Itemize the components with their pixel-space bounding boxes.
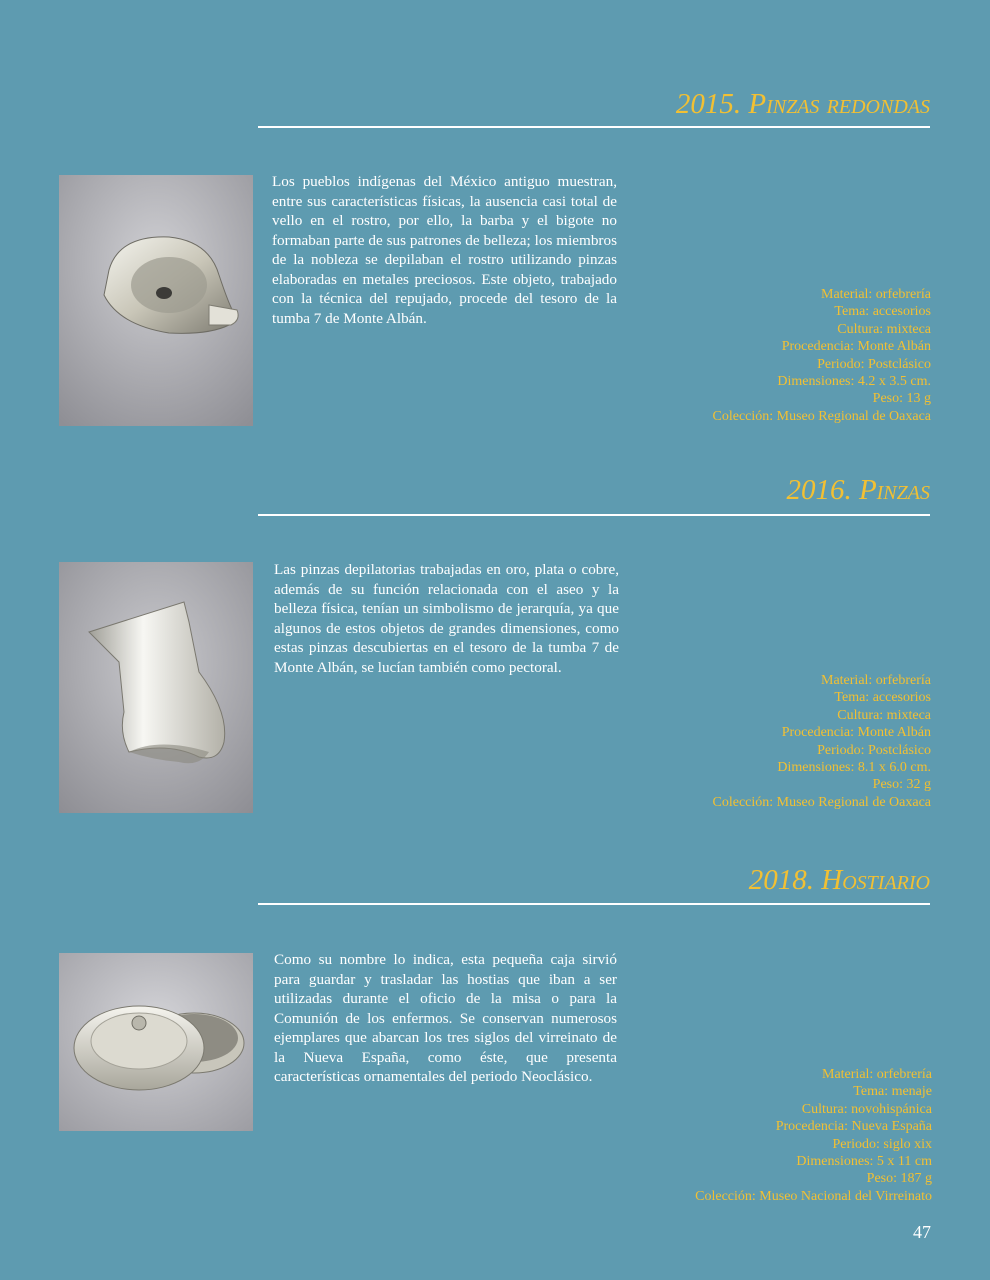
title-rule — [258, 514, 930, 516]
entry-title-text: Pinzas redondas — [748, 88, 930, 120]
title-rule — [258, 903, 930, 905]
entry-description: Las pinzas depilatorias trabajadas en oro, plata o cobre, además de su función relacionada con el aseo y la belleza física, tenían un simbolismo de jerarquía, ya que algunos de estos objetos de grandes dimensiones, como estas pinzas descubiertas en el tesoro de la tumba 7 de Monte Albán, se lucían también como pectoral. — [274, 561, 619, 676]
photo-pinzas-redondas — [59, 175, 253, 426]
entry-description: Los pueblos indígenas del México antiguo muestran, entre sus características físicas, la ausencia casi total de vello en el rostro, por ello, la barba y el bigote no formaban parte de sus patrones de belleza; los miembros de la nobleza se depilaban el rostro utilizando pinzas elaboradas en metales preciosos. Este objeto, trabajado con la técnica del repujado, procede del tesoro de la tumba 7 de Monte Albán. — [272, 173, 617, 327]
entry-title — [676, 88, 930, 121]
spec-dimensiones: Dimensiones: 5 x 11 cm — [796, 1154, 932, 1170]
page-number: 47 — [913, 1222, 931, 1242]
spec-coleccion: Colección: Museo Regional de Oaxaca — [712, 794, 931, 810]
spec-dimensiones: Dimensiones: 8.1 x 6.0 cm. — [777, 760, 931, 776]
spec-periodo: Periodo: Postclásico — [817, 356, 931, 372]
spec-cultura: Cultura: novohispánica — [801, 1101, 932, 1117]
photo-hostiario — [59, 953, 253, 1131]
entry-number: 2018. — [748, 864, 815, 896]
spec-peso: Peso: 32 g — [872, 777, 931, 793]
spec-cultura: Cultura: mixteca — [837, 321, 931, 337]
entry-specs — [695, 1066, 932, 1205]
spec-material: Material: orfebrería — [821, 673, 931, 688]
spec-peso: Peso: 13 g — [872, 391, 931, 407]
spec-coleccion: Colección: Museo Regional de Oaxaca — [712, 408, 931, 424]
spec-coleccion: Colección: Museo Nacional del Virreinato — [695, 1188, 932, 1204]
spec-procedencia: Procedencia: Monte Albán — [781, 339, 931, 355]
entry-specs — [713, 286, 931, 425]
entry-title — [749, 864, 930, 897]
spec-periodo: Periodo: Postclásico — [817, 742, 931, 758]
entry-number: 2015. — [675, 88, 742, 120]
spec-procedencia: Procedencia: Monte Albán — [781, 725, 931, 741]
spec-material: Material: orfebrería — [821, 287, 931, 302]
spec-periodo: Periodo: siglo xix — [832, 1136, 932, 1152]
entry-number: 2016. — [786, 474, 852, 506]
entry-title — [786, 474, 930, 507]
entry-description: Como su nombre lo indica, esta pequeña caja sirvió para guardar y trasladar las hostias que iban a ser utilizadas durante el oficio de la misa o para la Comunión de los enfermos. Se conservan numerosos ejemplares que abarcan los tres siglos del virreinato de la Nueva España, como éste, que presenta características ornamentales del periodo Neoclásico. — [274, 951, 617, 1085]
spec-procedencia: Procedencia: Nueva España — [775, 1119, 932, 1135]
spec-cultura: Cultura: mixteca — [837, 707, 931, 723]
spec-tema: Tema: menaje — [853, 1084, 932, 1100]
spec-peso: Peso: 187 g — [866, 1171, 932, 1187]
spec-tema: Tema: accesorios — [834, 304, 931, 320]
title-rule — [258, 126, 930, 128]
photo-pinzas — [59, 562, 253, 813]
entry-title-text: Pinzas — [858, 474, 930, 506]
spec-tema: Tema: accesorios — [834, 690, 931, 706]
entry-specs — [713, 672, 931, 811]
spec-material: Material: orfebrería — [822, 1067, 932, 1082]
spec-dimensiones: Dimensiones: 4.2 x 3.5 cm. — [777, 374, 931, 390]
entry-title-text: Hostiario — [821, 864, 930, 896]
